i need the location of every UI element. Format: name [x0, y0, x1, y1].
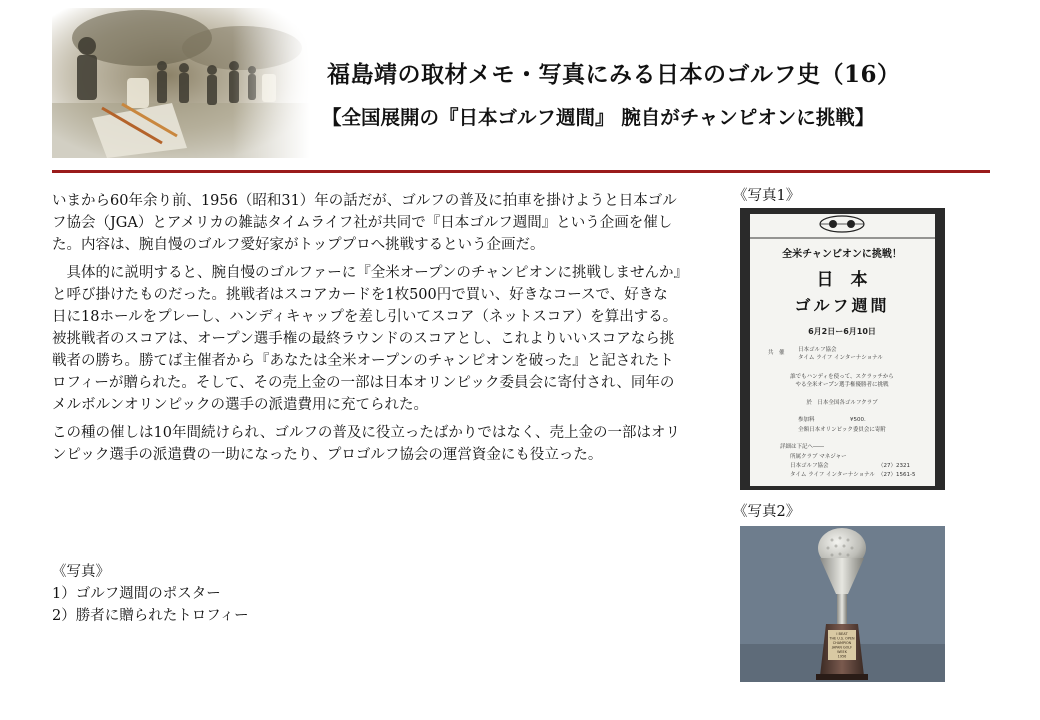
poster-dates: 6月2日ー6月10日 [808, 327, 876, 336]
photo2-label: 《写真2》 [733, 504, 801, 520]
poster-fee-label: 参加料 [798, 417, 815, 423]
plaque-line-4: JAPAN GOLF [831, 645, 853, 650]
plaque-line-6: 1956 [837, 654, 847, 659]
poster-inquiry: 詳細は下記へ―― [780, 444, 825, 450]
poster-note-1: 誰でもハンディを使って、スクラッチから [790, 374, 894, 380]
photo-captions [52, 561, 249, 627]
poster-title-1: 日 本 [816, 270, 868, 290]
plaque-line-2: THE U.S. OPEN [829, 636, 855, 641]
caption-item: 1）ゴルフ週間のポスター [52, 586, 221, 602]
page-title: 福島靖の取材メモ・写真にみる日本のゴルフ史（16） [327, 61, 901, 88]
plaque-line-3: CHAMPION [832, 641, 852, 645]
poster-contact-3-tel: （27）1561-5 [878, 472, 916, 478]
poster-organizer-label: 共 催 [768, 350, 785, 356]
trophy-photo [740, 526, 945, 682]
poster-organizer-2: タイム ライフ インターナショナル [798, 355, 883, 361]
poster-contact-2: 日本ゴルフ協会 [790, 463, 829, 469]
poster-organizer-1: 日本ゴルフ協会 [798, 347, 837, 353]
golf-week-poster-photo [740, 208, 945, 490]
poster-contact-2-tel: （27）2321 [878, 463, 910, 469]
page-subtitle: 【全国展開の『日本ゴルフ週間』 腕自がチャンピオンに挑戦】 [322, 106, 875, 129]
article-body [52, 190, 682, 472]
photo1-label: 《写真1》 [733, 188, 801, 204]
poster-title-2: ゴルフ週間 [794, 296, 890, 315]
article-paragraph: この種の催しは10年間続けられ、ゴルフの普及に役立ったばかりではなく、売上金の一部はオリンピック選手の派遣費の一助になったり、プロゴルフ協会の運営資金にも役立った。 [52, 425, 681, 463]
poster-fee-value: ¥500. [850, 417, 866, 423]
poster-contact-1: 所属クラブ マネジャー [790, 454, 847, 460]
title-divider [52, 170, 990, 173]
poster-note-2: やる全米オープン選手権優勝者に挑戦 [795, 382, 889, 388]
article-paragraph: いまから60年余り前、1956（昭和31）年の話だが、ゴルフの普及に拍車を掛けようと日本ゴルフ協会（JGA）とアメリカの雑誌タイムライフ社が共同で『日本ゴルフ週間』という企画を催した。内容は、腕自慢のゴルフ愛好家がトッププロへ挑戦するという企画だ。 [52, 193, 677, 253]
poster-headline: 全米チャンピオンに挑戦！ [782, 249, 902, 260]
header-vintage-photo [52, 8, 310, 158]
captions-heading: 《写真》 [52, 564, 110, 580]
poster-contact-3: タイム ライフ インターナショナル [790, 472, 875, 478]
vintage-golf-scene-image [52, 8, 310, 158]
plaque-line-5: WEEK [837, 650, 847, 654]
plaque-line-1: I BEAT [836, 632, 848, 636]
poster-venue: 於 日本全国各ゴルフクラブ [806, 400, 878, 406]
trophy-image [740, 526, 945, 682]
caption-item: 2）勝者に贈られたトロフィー [52, 608, 249, 624]
poster-image [740, 208, 945, 490]
poster-donation: 全額日本オリンピック委員会に寄附 [798, 427, 886, 433]
article-paragraph: 具体的に説明すると、腕自慢のゴルファーに『全米オープンのチャンピオンに挑戦しませんか』と呼び掛けたものだった。挑戦者はスコアカードを1枚500円で買い、好きなコースで、好きな日に18ホールをプレーし、ハンディキャップを差し引いてスコア（ネットスコア）を算出する。被挑戦者のスコアは、オープン選手権の最終ラウンドのスコアとし、これよりいいスコアなら挑戦者の勝ち。勝てば主催者から『あなたは全米オープンのチャンピオンを破った』と記されたトロフィーが贈られた。そして、その売上金の一部は日本オリンピック委員会に寄付され、同年のメルボルンオリンピックの選手の派遣費用に充てられた。 [52, 265, 681, 413]
